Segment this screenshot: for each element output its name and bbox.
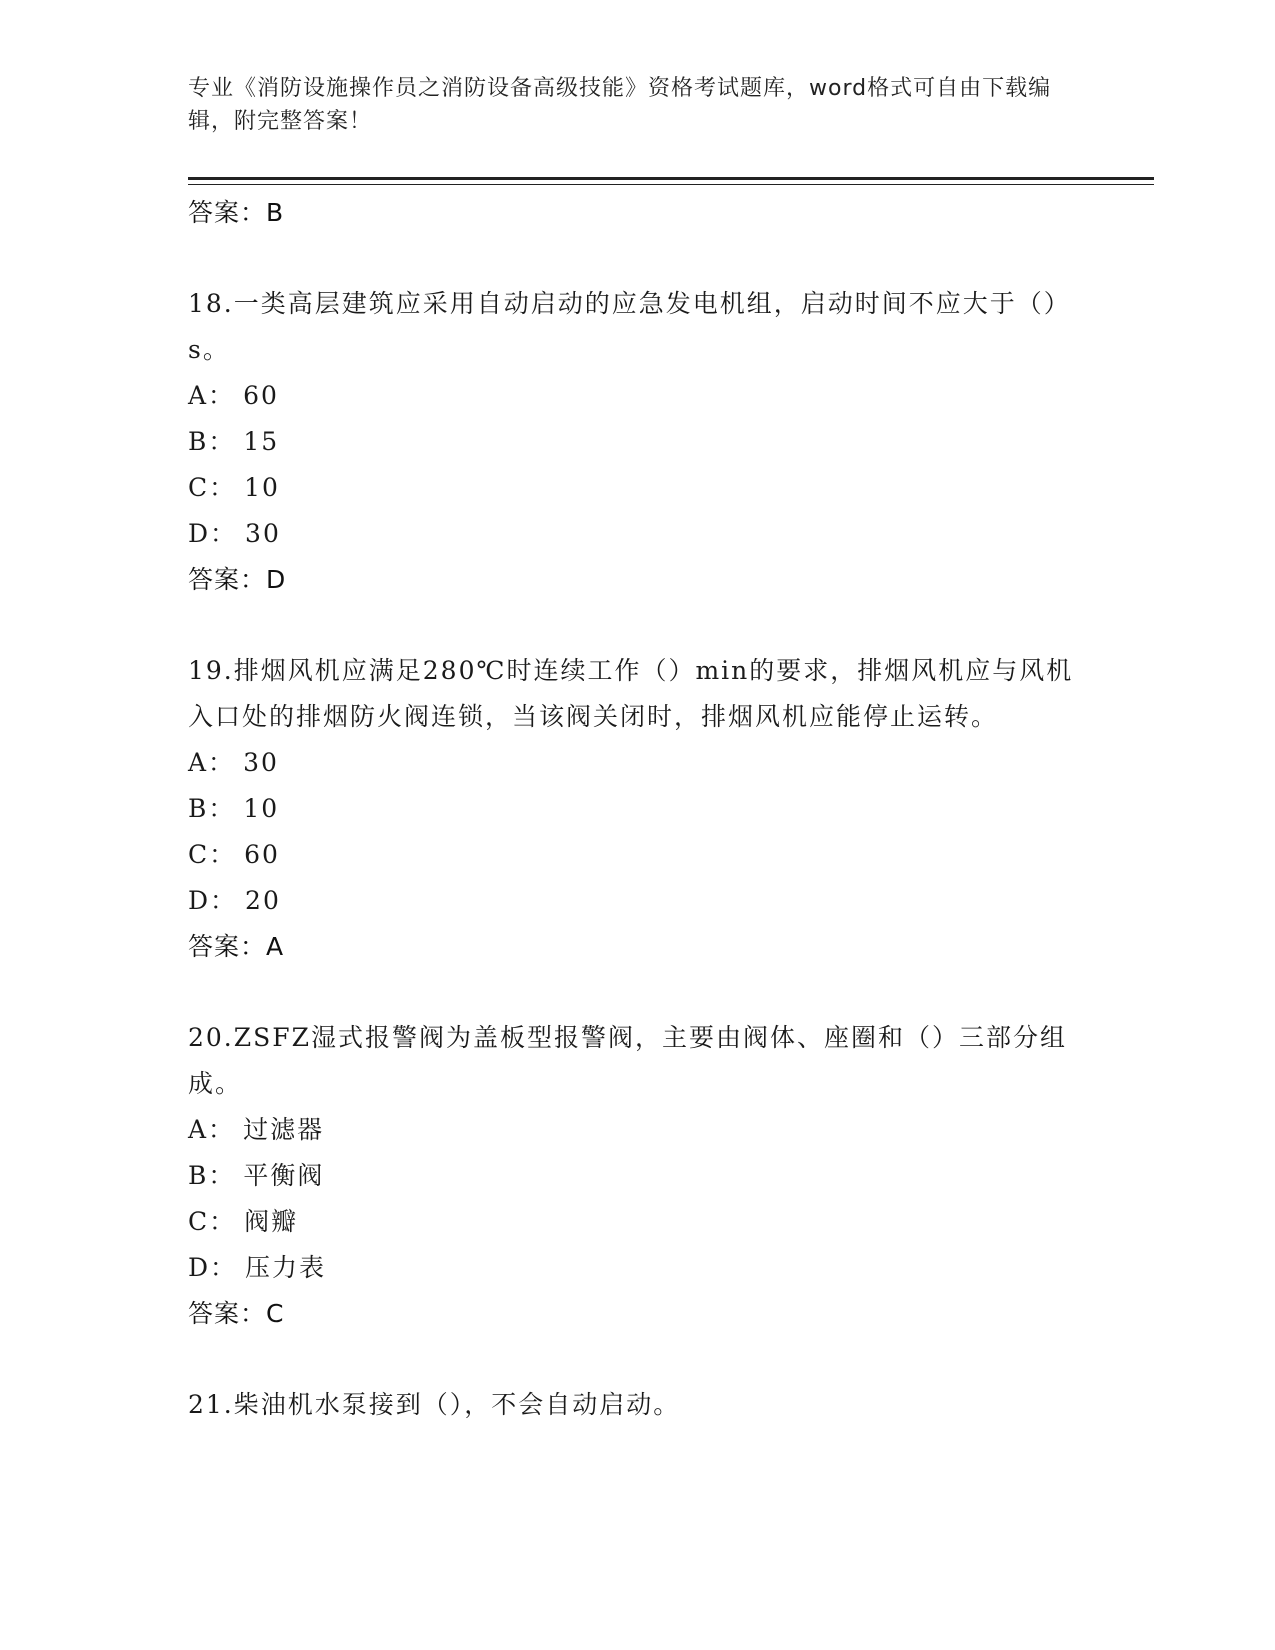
option-label: A： — [188, 1115, 236, 1144]
option-label: D： — [188, 886, 238, 915]
question-text: 19.排烟风机应满足280℃时连续工作（）min的要求，排烟风机应与风机入口处的排烟防火阀连锁，当该阀关闭时，排烟风机应能停止运转。 — [188, 656, 1074, 731]
option-text: 压力表 — [245, 1253, 327, 1282]
option-c — [188, 1199, 1088, 1245]
option-label: C： — [188, 840, 237, 869]
option-label: B： — [188, 794, 236, 823]
option-a — [188, 1107, 1088, 1153]
spacer — [188, 969, 1088, 1015]
option-text: 20 — [245, 886, 281, 915]
option-text: 30 — [243, 748, 279, 777]
option-b — [188, 1153, 1088, 1199]
option-a — [188, 740, 1088, 786]
spacer — [188, 602, 1088, 648]
question-block-18 — [188, 281, 1088, 602]
option-label: B： — [188, 1161, 236, 1190]
option-b — [188, 419, 1088, 465]
option-text: 10 — [244, 473, 280, 502]
option-text: 过滤器 — [243, 1115, 325, 1144]
spacer — [188, 1336, 1088, 1382]
answer-text: 答案：C — [188, 1299, 285, 1328]
option-text: 平衡阀 — [243, 1161, 325, 1190]
option-text: 60 — [243, 381, 279, 410]
option-text: 30 — [245, 519, 281, 548]
option-label: C： — [188, 473, 237, 502]
option-label: A： — [188, 381, 236, 410]
page-header — [188, 72, 1068, 138]
option-text: 15 — [243, 427, 280, 456]
question-text: 20.ZSFZ湿式报警阀为盖板型报警阀，主要由阀体、座圈和（）三部分组成。 — [188, 1023, 1067, 1098]
option-label: A： — [188, 748, 236, 777]
option-text: 60 — [244, 840, 280, 869]
option-label: D： — [188, 1253, 238, 1282]
header-rule-thick — [188, 177, 1154, 180]
option-a — [188, 373, 1088, 419]
option-c — [188, 465, 1088, 511]
option-label: D： — [188, 519, 238, 548]
question-block-19 — [188, 648, 1088, 969]
header-rule-thin — [188, 184, 1154, 185]
answer-text: 答案：D — [188, 565, 287, 594]
option-d — [188, 511, 1088, 557]
question-text: 21.柴油机水泵接到（），不会自动启动。 — [188, 1390, 681, 1419]
option-b — [188, 786, 1088, 832]
question-block-20 — [188, 1015, 1088, 1336]
question-text: 18.一类高层建筑应采用自动启动的应急发电机组，启动时间不应大于（）s。 — [188, 289, 1071, 364]
option-d — [188, 878, 1088, 924]
previous-answer: 答案：B — [188, 198, 285, 227]
spacer — [188, 235, 1088, 281]
option-text: 阀瓣 — [244, 1207, 299, 1236]
option-label: B： — [188, 427, 236, 456]
question-list — [188, 190, 1088, 1428]
answer-text: 答案：A — [188, 932, 285, 961]
option-c — [188, 832, 1088, 878]
header-text: 专业《消防设施操作员之消防设备高级技能》资格考试题库，word格式可自由下载编辑，附完整答案！ — [188, 76, 1052, 134]
option-d — [188, 1245, 1088, 1291]
option-text: 10 — [243, 794, 280, 823]
option-label: C： — [188, 1207, 237, 1236]
question-block-21 — [188, 1382, 1088, 1428]
